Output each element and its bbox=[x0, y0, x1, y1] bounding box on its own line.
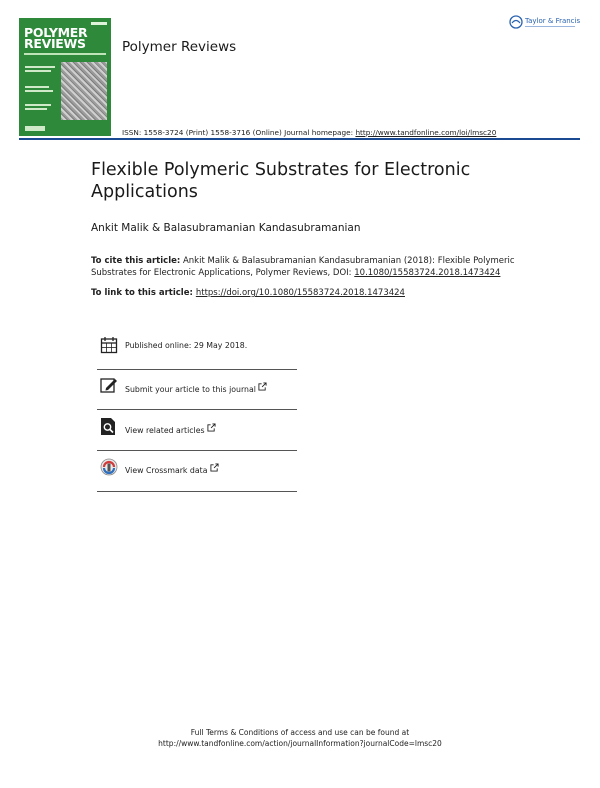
journal-cover-image bbox=[19, 18, 111, 136]
terms-url[interactable]: http://www.tandfonline.com/action/journalInformation?journalCode=lmsc20 bbox=[158, 739, 442, 748]
related-articles-row[interactable] bbox=[97, 417, 297, 453]
article-link-line: To link to this article: https://doi.org/10.1080/15583724.2018.1473424 bbox=[91, 288, 405, 298]
article-doi-url[interactable]: https://doi.org/10.1080/15583724.2018.1473424 bbox=[195, 288, 405, 298]
related-articles-icon bbox=[100, 417, 118, 436]
doi-link[interactable]: 10.1080/15583724.2018.1473424 bbox=[354, 268, 501, 278]
terms-footer: Full Terms & Conditions of access and use can be found at http://www.tandfonline.com/action/journalInformation?journalCode=lmsc20 bbox=[100, 727, 500, 749]
calendar-icon bbox=[100, 336, 118, 354]
external-link-icon bbox=[210, 463, 219, 472]
edit-icon bbox=[100, 376, 118, 394]
cover-title: POLYMER REVIEWS bbox=[24, 25, 88, 51]
journal-name: Polymer Reviews bbox=[122, 39, 237, 55]
related-articles-link[interactable]: View related articles bbox=[125, 423, 216, 435]
submit-article-row[interactable] bbox=[97, 376, 297, 412]
crossmark-link[interactable]: View Crossmark data bbox=[125, 463, 219, 475]
citation: To cite this article: Ankit Malik & Balasubramanian Kandasubramanian (2018): Flexible Polymeric Substrates for Electronic Applications, Polymer Reviews, DOI: 10.1080/15583724.2018.1473424 bbox=[91, 256, 515, 278]
crossmark-icon bbox=[100, 458, 118, 476]
issn-line: ISSN: 1558-3724 (Print) 1558-3716 (Online) Journal homepage: http://www.tandfonline.com/loi/lmsc20 bbox=[122, 128, 497, 137]
external-link-icon bbox=[258, 382, 267, 391]
submit-article-link[interactable]: Submit your article to this journal bbox=[125, 382, 267, 394]
publisher-logo: Taylor & Francis bbox=[509, 15, 589, 41]
header-rule bbox=[19, 138, 580, 140]
external-link-icon bbox=[207, 423, 216, 432]
published-online-row bbox=[97, 336, 297, 372]
published-online-text: Published online: 29 May 2018. bbox=[125, 341, 248, 350]
cover-micrograph bbox=[61, 62, 107, 120]
article-title: Flexible Polymeric Substrates for Electronic Applications bbox=[91, 160, 471, 202]
article-authors: Ankit Malik & Balasubramanian Kandasubramanian bbox=[91, 222, 361, 234]
journal-homepage-link[interactable]: http://www.tandfonline.com/loi/lmsc20 bbox=[355, 128, 497, 137]
crossmark-row[interactable] bbox=[97, 458, 297, 494]
publisher-logo-icon bbox=[509, 15, 523, 29]
